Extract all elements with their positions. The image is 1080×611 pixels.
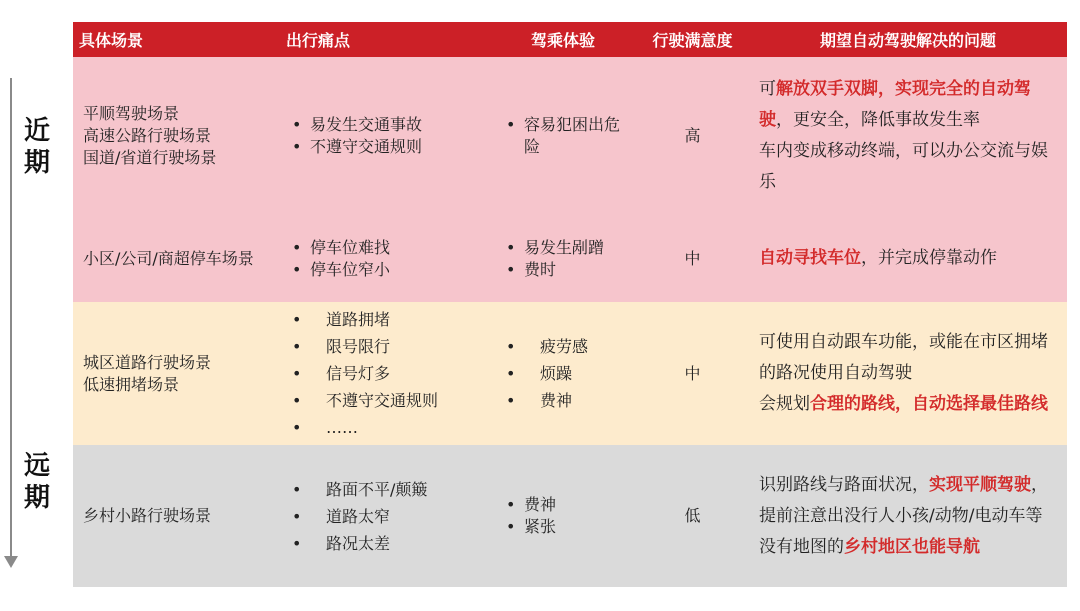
timeline-arrow: [4, 78, 18, 568]
scenario-table: [73, 22, 1067, 587]
solution-cell: 自动寻找车位，并完成停靠动作: [749, 215, 1067, 302]
scene-cell: 乡村小路行驶场景: [73, 445, 276, 587]
list-item: • 信号灯多: [292, 360, 480, 387]
pain-points-cell: [276, 215, 490, 302]
table-row: [73, 57, 1067, 215]
list-item: • 路面不平/颠簸: [292, 476, 480, 503]
list-item: • 路况太差: [292, 530, 480, 557]
period-far-label: 远期: [23, 451, 50, 513]
solution-cell: 可使用自动跟车功能，或能在市区拥堵的路况使用自动驾驶 会规划合理的路线，自动选择最佳路线: [749, 302, 1067, 445]
solution-cell: 可解放双手双脚，实现完全的自动驾驶，更安全，降低事故发生率 车内变成移动终端，可以办公交流与娱乐: [749, 57, 1067, 215]
experience-cell: [490, 215, 636, 302]
satisfaction-cell: 高: [636, 57, 749, 215]
list-item: • 停车位窄小: [292, 259, 480, 281]
list-item: • 易发生交通事故: [292, 114, 480, 136]
table-header-row: [73, 22, 1067, 57]
table-row: [73, 445, 1067, 587]
satisfaction-cell: 低: [636, 445, 749, 587]
list-item: • 限号限行: [292, 333, 480, 360]
list-item: • 易发生剐蹭: [506, 237, 626, 259]
scene-cell: 平顺驾驶场景 高速公路行驶场景 国道/省道行驶场景: [73, 57, 276, 215]
pain-points-cell: [276, 302, 490, 445]
experience-cell: [490, 445, 636, 587]
header-solution: 期望自动驾驶解决的问题: [749, 22, 1067, 57]
scene-cell: 城区道路行驶场景 低速拥堵场景: [73, 302, 276, 445]
list-item: • 费时: [506, 259, 626, 281]
list-item: • 费神: [506, 494, 626, 516]
arrow-down-icon: [4, 556, 18, 568]
experience-cell: [490, 302, 636, 445]
table-row: [73, 302, 1067, 445]
list-item: • 道路拥堵: [292, 306, 480, 333]
list-item: • 不遵守交通规则: [292, 136, 480, 158]
solution-cell: 识别路线与路面状况，实现平顺驾驶，提前注意出没行人小孩/动物/电动车等 没有地图的乡村地区也能导航: [749, 445, 1067, 587]
header-pain-points: 出行痛点: [276, 22, 490, 57]
header-experience: 驾乘体验: [490, 22, 636, 57]
timeline-line: [10, 78, 12, 556]
list-item: • 容易犯困出危险: [506, 114, 626, 158]
satisfaction-cell: 中: [636, 215, 749, 302]
header-scene: 具体场景: [73, 22, 276, 57]
scene-cell: 小区/公司/商超停车场景: [73, 215, 276, 302]
list-item: • 道路太窄: [292, 503, 480, 530]
list-item: • 疲劳感: [506, 333, 626, 360]
experience-cell: [490, 57, 636, 215]
list-item: • ……: [292, 414, 480, 441]
list-item: • 紧张: [506, 516, 626, 538]
header-satisfaction: 行驶满意度: [636, 22, 749, 57]
list-item: • 停车位难找: [292, 237, 480, 259]
period-near-label: 近期: [23, 116, 50, 178]
pain-points-cell: [276, 445, 490, 587]
satisfaction-cell: 中: [636, 302, 749, 445]
list-item: • 不遵守交通规则: [292, 387, 480, 414]
list-item: • 烦躁: [506, 360, 626, 387]
pain-points-cell: [276, 57, 490, 215]
list-item: • 费神: [506, 387, 626, 414]
table-row: [73, 215, 1067, 302]
